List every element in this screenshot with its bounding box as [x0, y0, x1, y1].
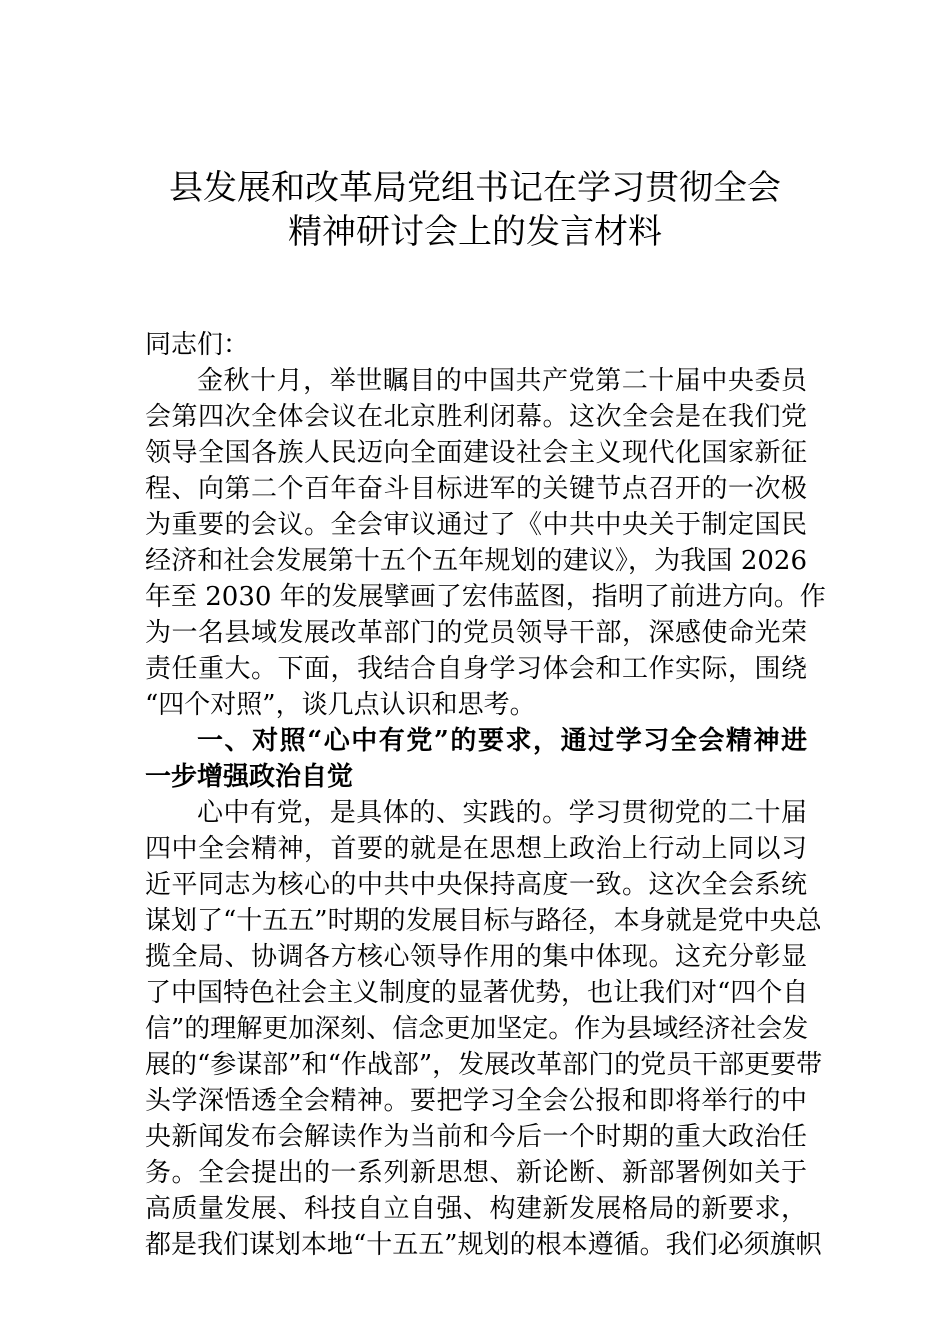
text-line: 谋划了“十五五”时期的发展目标与路径，本身就是党中央总 [145, 906, 822, 936]
text-line: 一、对照“心中有党”的要求，通过学习全会精神进 [197, 726, 807, 756]
text-line: 四中全会精神，首要的就是在思想上政治上行动上同以习 [145, 834, 807, 864]
text-line: 头学深悟透全会精神。要把学习全会公报和即将举行的中 [145, 1086, 807, 1116]
text-line: 年至 2030 年的发展擘画了宏伟蓝图，指明了前进方向。作 [145, 582, 826, 612]
text-line: 揽全局、协调各方核心领导作用的集中体现。这充分彰显 [145, 942, 807, 972]
text-line: 一步增强政治自觉 [145, 762, 354, 792]
text-line: 央新闻发布会解读作为当前和今后一个时期的重大政治任 [145, 1122, 807, 1152]
text-line: 了中国特色社会主义制度的显著优势，也让我们对“四个自 [145, 978, 809, 1008]
text-line: 会第四次全体会议在北京胜利闭幕。这次全会是在我们党 [145, 402, 807, 432]
text-line: 经济和社会发展第十五个五年规划的建议》，为我国 2026 [145, 546, 807, 576]
text-line: 责任重大。下面，我结合自身学习体会和工作实际，围绕 [145, 654, 807, 684]
text-line: 金秋十月，举世瞩目的中国共产党第二十届中央委员 [197, 366, 807, 396]
document-title-line-1: 县发展和改革局党组书记在学习贯彻全会 [169, 168, 781, 208]
paragraph [145, 795, 823, 1263]
text-line: 高质量发展、科技自立自强、构建新发展格局的新要求， [145, 1194, 807, 1224]
text-line: 信”的理解更加深刻、信念更加坚定。作为县域经济社会发 [145, 1014, 809, 1044]
paragraph [145, 327, 807, 363]
text-line: 同志们： [145, 330, 250, 360]
document-title-line-2: 精神研讨会上的发言材料 [288, 212, 662, 252]
text-line: 展的“参谋部”和“作战部”，发展改革部门的党员干部更要带 [145, 1050, 823, 1080]
text-line: 领导全国各族人民迈向全面建设社会主义现代化国家新征 [145, 438, 807, 468]
text-line: 为一名县域发展改革部门的党员领导干部，深感使命光荣 [145, 618, 807, 648]
text-line: 心中有党，是具体的、实践的。学习贯彻党的二十届 [197, 798, 807, 828]
text-line: 程、向第二个百年奋斗目标进军的关键节点召开的一次极 [145, 474, 807, 504]
document-body [145, 327, 826, 1263]
text-line: 为重要的会议。全会审议通过了《中共中央关于制定国民 [145, 510, 807, 540]
text-line: 近平同志为核心的中共中央保持高度一致。这次全会系统 [145, 870, 807, 900]
section-heading [145, 723, 807, 795]
text-line: “四个对照”，谈几点认识和思考。 [145, 690, 536, 720]
paragraph [145, 363, 826, 723]
text-line: 都是我们谋划本地“十五五”规划的根本遵循。我们必须旗帜 [145, 1230, 822, 1260]
text-line: 务。全会提出的一系列新思想、新论断、新部署例如关于 [145, 1158, 807, 1188]
